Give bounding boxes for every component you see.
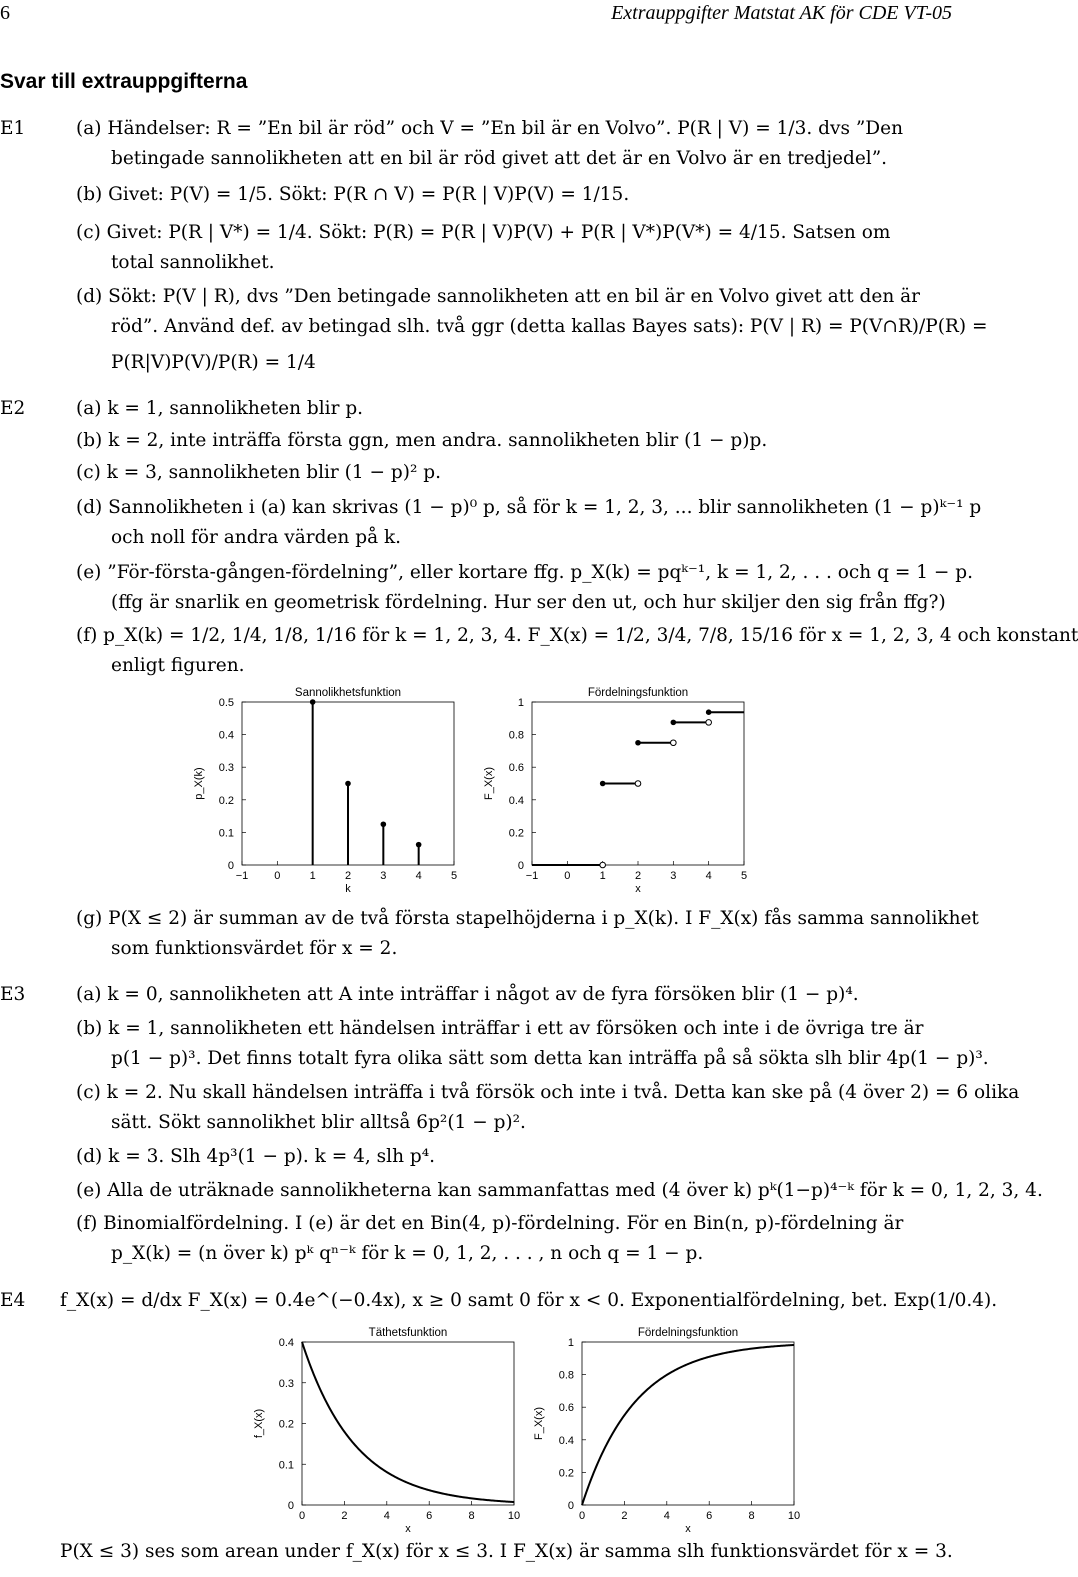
y-tick-label: 0: [227, 860, 234, 872]
y-tick-label: 0.1: [278, 1459, 294, 1472]
e4-label: E4: [0, 1290, 26, 1311]
x-axis-label: x: [635, 883, 641, 895]
e3-d: (d) k = 3. Slh 4p³(1 − p). k = 4, slh p⁴.: [76, 1146, 435, 1167]
chart-title: Fördelningsfunktion: [587, 687, 689, 699]
step-closed-point: [600, 781, 606, 787]
e3-c-line1: (c) k = 2. Nu skall händelsen inträffa i två försök och inte i två. Detta kan ske på (4 över 2) = 6 olika: [76, 1082, 1020, 1103]
x-tick-label: 1: [309, 870, 316, 882]
chart-title: Sannolikhetsfunktion: [294, 687, 402, 699]
x-tick-label: 10: [507, 1510, 521, 1522]
x-tick-label: 0: [274, 870, 281, 882]
x-tick-label: 10: [787, 1510, 801, 1522]
x-tick-label: 4: [705, 870, 712, 882]
x-tick-label: 0: [578, 1510, 586, 1522]
e3-b-line2: p(1 − p)³. Det finns totalt fyra olika sätt som detta kan inträffa på så sökta slh blir 4p(1 − p)³.: [111, 1048, 989, 1069]
x-tick-label: 2: [621, 1510, 628, 1522]
y-tick-label: 0.3: [278, 1377, 294, 1390]
y-tick-label: 0.8: [558, 1369, 574, 1382]
function-curve: [582, 1345, 794, 1505]
y-tick-label: 1: [567, 1337, 574, 1349]
x-tick-label: 3: [670, 870, 677, 882]
step-closed-point: [635, 740, 641, 746]
y-tick-label: 0.6: [508, 762, 524, 775]
e2-f-line2: enligt figuren.: [111, 655, 245, 676]
e1-d-line1: (d) Sökt: P(V | R), dvs ”Den betingade sannolikheten att en bil är en Volvo givet att den är: [76, 286, 921, 307]
bar-point: [381, 821, 387, 827]
axes-frame: [302, 1342, 514, 1505]
e1-c-line1: (c) Givet: P(R | V*) = 1/4. Sökt: P(R) = P(R | V)P(V) + P(R | V*)P(V*) = 4/15. Satsen om: [76, 222, 891, 243]
e1-d-line2: röd”. Använd def. av betingad slh. två ggr (detta kallas Bayes sats): P(V | R) = P(V∩R)/P(R) =: [111, 316, 988, 337]
e4-footer: P(X ≤ 3) ses som arean under f_X(x) för x ≤ 3. I F_X(x) är samma slh funktionsvärdet för x = 3.: [60, 1541, 953, 1562]
chart-title: Täthetsfunktion: [368, 1327, 448, 1339]
y-tick-label: 0.2: [508, 827, 524, 840]
y-axis-label: f_X(x): [253, 1408, 265, 1439]
e2-e-line2: (ffg är snarlik en geometrisk fördelning. Hur ser den ut, och hur skiljer den sig från ffg?): [111, 592, 946, 613]
y-tick-label: 0.4: [218, 729, 234, 742]
y-axis-label: F_X(x): [483, 767, 495, 800]
e4-line: f_X(x) = d/dx F_X(x) = 0.4e^(−0.4x), x ≥ 0 samt 0 för x < 0. Exponentialfördelning, bet. Exp(1/0.4).: [60, 1290, 998, 1311]
e2-f-line1: (f) p_X(k) = 1/2, 1/4, 1/8, 1/16 för k = 1, 2, 3, 4. F_X(x) = 1/2, 3/4, 7/8, 15/16 för x = 1, 2, 3, 4 och konstant: [76, 625, 1078, 646]
x-tick-label: −1: [235, 870, 249, 882]
e2-e-line1: (e) ”För-första-gången-fördelning”, eller kortare ffg. p_X(k) = pqᵏ⁻¹, k = 1, 2, . . . och q = 1 − p.: [76, 562, 973, 583]
y-tick-label: 0.3: [218, 762, 234, 775]
x-tick-label: 5: [450, 870, 458, 882]
x-tick-label: −1: [525, 870, 539, 882]
y-tick-label: 0.6: [558, 1402, 574, 1415]
y-axis-label: F_X(x): [533, 1407, 545, 1440]
x-tick-label: 2: [344, 870, 352, 882]
y-tick-label: 0: [517, 860, 524, 872]
x-tick-label: 5: [740, 870, 748, 882]
x-axis-label: x: [685, 1523, 691, 1535]
e1-a-line2: betingade sannolikheten att en bil är röd givet att det är en Volvo är en tredjedel”.: [111, 148, 888, 169]
e1-d-line3: P(R|V)P(V)/P(R) = 1/4: [111, 352, 316, 373]
y-tick-label: 0.1: [218, 827, 234, 840]
bar-point: [310, 699, 316, 705]
e1-label: E1: [0, 118, 26, 139]
y-tick-label: 0.8: [508, 729, 524, 742]
chart-fordelningsfunktion-ffg: [470, 675, 770, 905]
x-tick-label: 2: [634, 870, 642, 882]
section-title: Svar till extrauppgifterna: [0, 70, 248, 93]
y-tick-label: 0.4: [508, 794, 524, 807]
x-tick-label: 0: [564, 870, 571, 882]
x-tick-label: 3: [380, 870, 387, 882]
e1-b: (b) Givet: P(V) = 1/5. Sökt: P(R ∩ V) = P(R | V)P(V) = 1/15.: [76, 184, 630, 205]
e2-g-line1: (g) P(X ≤ 2) är summan av de två första stapelhöjderna i p_X(k). I F_X(x) fås samma sannolikhet: [76, 908, 979, 929]
e3-a: (a) k = 0, sannolikheten att A inte inträffar i något av de fyra försöken blir (1 − p)⁴.: [76, 984, 859, 1005]
chart-fordelningsfunktion-exp: [520, 1315, 840, 1540]
x-tick-label: 2: [341, 1510, 348, 1522]
e3-f-line2: p_X(k) = (n över k) pᵏ qⁿ⁻ᵏ för k = 0, 1, 2, . . . , n och q = 1 − p.: [111, 1243, 704, 1264]
y-tick-label: 0.4: [558, 1434, 574, 1447]
x-tick-label: 0: [298, 1510, 306, 1522]
x-tick-label: 4: [415, 870, 422, 882]
e3-label: E3: [0, 984, 26, 1005]
step-open-point: [671, 740, 677, 746]
e3-e: (e) Alla de uträknade sannolikheterna kan sammanfattas med (4 över k) pᵏ(1−p)⁴⁻ᵏ för k = 0, 1, 2, 3, 4.: [76, 1180, 1043, 1201]
e2-d-line1: (d) Sannolikheten i (a) kan skrivas (1 − p)⁰ p, så för k = 1, 2, 3, ... blir sannolikheten (1 − p)ᵏ⁻¹ p: [76, 497, 982, 518]
x-tick-label: 8: [748, 1510, 755, 1522]
function-curve: [302, 1342, 514, 1502]
e3-b-line1: (b) k = 1, sannolikheten ett händelsen inträffar i ett av försöken och inte i de övriga tre är: [76, 1018, 924, 1039]
y-tick-label: 0: [567, 1500, 574, 1512]
chart-title: Fördelningsfunktion: [637, 1327, 739, 1339]
step-open-point: [706, 720, 712, 726]
running-title: Extrauppgifter Matstat AK för CDE VT-05: [611, 2, 952, 24]
e1-c-line2: total sannolikhet.: [111, 252, 275, 273]
x-tick-label: 8: [468, 1510, 475, 1522]
y-tick-label: 1: [517, 697, 524, 709]
e3-c-line2: sätt. Sökt sannolikhet blir alltså 6p²(1 − p)².: [111, 1112, 526, 1133]
e3-f-line1: (f) Binomialfördelning. I (e) är det en Bin(4, p)-fördelning. För en Bin(n, p)-fördelning är: [76, 1213, 904, 1234]
axes-frame: [582, 1342, 794, 1505]
y-tick-label: 0.5: [218, 697, 234, 709]
x-tick-label: 4: [383, 1510, 390, 1522]
step-open-point: [600, 862, 606, 868]
bar-point: [345, 781, 351, 787]
e2-b: (b) k = 2, inte inträffa första ggn, men andra. sannolikheten blir (1 − p)p.: [76, 430, 768, 451]
x-tick-label: 1: [599, 870, 606, 882]
y-tick-label: 0.2: [278, 1418, 294, 1431]
y-tick-label: 0.2: [558, 1467, 574, 1480]
e1-a-line1: (a) Händelser: R = ”En bil är röd” och V = ”En bil är en Volvo”. P(R | V) = 1/3. dvs ”Den: [76, 118, 903, 139]
e2-d-line2: och noll för andra värden på k.: [111, 527, 402, 548]
y-tick-label: 0.4: [278, 1337, 294, 1349]
y-tick-label: 0: [287, 1500, 294, 1512]
e2-label: E2: [0, 398, 26, 419]
y-axis-label: p_X(k): [193, 767, 205, 800]
x-tick-label: 6: [426, 1510, 433, 1522]
step-open-point: [635, 781, 641, 787]
chart-sannolikhetsfunktion: [180, 675, 480, 905]
y-tick-label: 0.2: [218, 794, 234, 807]
x-tick-label: 4: [663, 1510, 670, 1522]
x-axis-label: x: [405, 1523, 411, 1535]
page-number: 6: [0, 2, 10, 24]
e2-c: (c) k = 3, sannolikheten blir (1 − p)² p.: [76, 462, 441, 483]
e2-a: (a) k = 1, sannolikheten blir p.: [76, 398, 364, 419]
step-closed-point: [671, 720, 677, 726]
bar-point: [416, 842, 422, 848]
chart-tathetsfunktion: [240, 1315, 560, 1540]
e2-g-line2: som funktionsvärdet för x = 2.: [111, 938, 398, 959]
step-closed-point: [706, 709, 712, 715]
x-tick-label: 6: [706, 1510, 713, 1522]
x-axis-label: k: [345, 883, 351, 895]
